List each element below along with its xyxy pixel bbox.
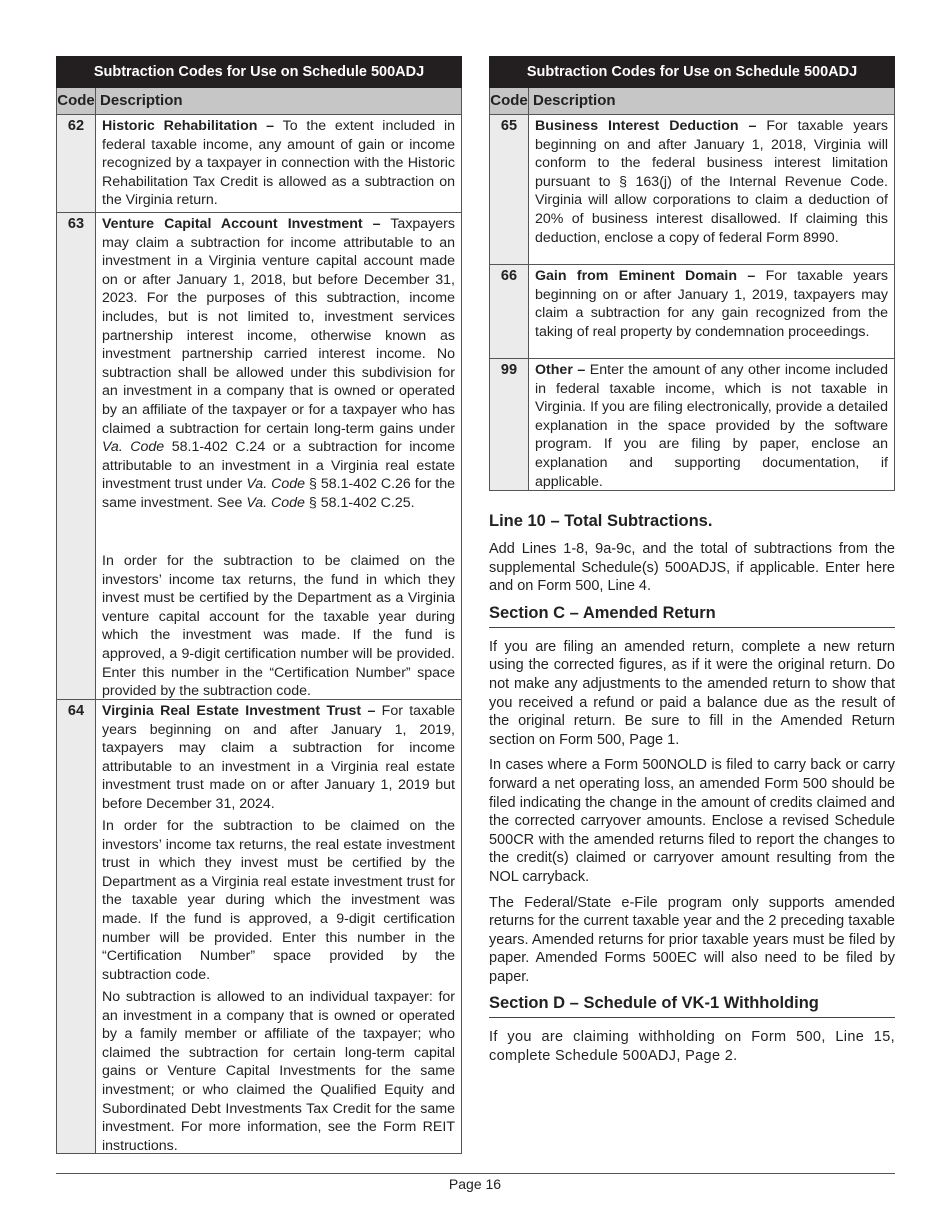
description-cell <box>96 213 462 700</box>
column-header-code: Code <box>57 88 96 115</box>
code-cell: 62 <box>57 115 96 213</box>
entry-heading: Virginia Real Estate Investment Trust – <box>102 703 376 719</box>
table-title: Subtraction Codes for Use on Schedule 500ADJ <box>57 57 462 88</box>
footer-divider <box>56 1173 895 1174</box>
section-c-amended-return <box>489 603 895 987</box>
column-header-description: Description <box>529 88 895 115</box>
code-cell: 99 <box>490 359 529 491</box>
table-row <box>490 115 895 265</box>
description-cell <box>529 359 895 491</box>
entry-text: § 58.1-402 C.25. <box>304 494 415 511</box>
entry-text: § 58.1-402 C.26 for the same investment. See <box>102 476 455 511</box>
table-title: Subtraction Codes for Use on Schedule 500ADJ <box>490 57 895 88</box>
entry-heading: Historic Rehabilitation – <box>102 118 275 134</box>
left-column <box>56 56 462 1154</box>
entry-text: Enter the amount of any other income included in federal taxable income, which is not taxable in Virginia. If you are filing electronically, provide a detailed explanation in the space provided by the software program. If you are filing by paper, enclose an explanation and supporting documentation, if applicable. <box>535 362 888 490</box>
subtraction-codes-table-left <box>56 56 462 1154</box>
code-cell: 63 <box>57 213 96 700</box>
column-header-code: Code <box>490 88 529 115</box>
entry-paragraph: No subtraction is allowed to an individual taxpayer: for an investment in a company that is owned or operated by a family member or affiliate of the taxpayer; who claimed the subtraction for certain long-term capital gains or Venture Capital Investments for the same investment; or who claimed the Qualified Equity and Subordinated Debt Investments Tax Credit for the same investment. For more information, see the Form REIT instructions. <box>102 989 455 1154</box>
section-heading: Section C – Amended Return <box>489 603 895 628</box>
subtraction-codes-table-right <box>489 56 895 491</box>
entry-heading: Other – <box>535 362 586 378</box>
citation: Va. Code <box>246 476 306 493</box>
line-10-section <box>489 511 895 596</box>
entry-text: Taxpayers may claim a subtraction for income attributable to an investment in a Virginia venture capital account made on or after January 1, 2018, but before December 31, 2023. For the purposes of this subtraction, income includes, but is not limited to, investment services partnership interest income, otherwise known as investment partnership carried interest income. No subtraction shall be allowed under this subdivision for an investment in a company that is owned or operated by an affiliate of the taxpayer or for a taxpayer who has claimed a subtraction for certain long-term gains under <box>102 216 455 437</box>
entry-heading: Gain from Eminent Domain – <box>535 268 756 284</box>
citation: Va. Code <box>246 494 305 511</box>
section-heading: Section D – Schedule of VK-1 Withholding <box>489 993 895 1018</box>
entry-heading: Venture Capital Account Investment – <box>102 216 381 232</box>
entry-paragraph: In order for the subtraction to be claimed on the investors’ income tax returns, the fund in which they invest must be certified by the Department as a Virginia venture capital account for the taxable year during which the investment was made. If the fund is approved, a 9-digit certification number will be provided. Enter this number in the “Certification Number” space provided by the subtraction code. <box>102 553 455 700</box>
code-cell: 65 <box>490 115 529 265</box>
section-paragraph: The Federal/State e-File program only supports amended returns for the current taxable year and the 2 preceding taxable years. Amended returns for prior taxable years must be filed by paper. Amended Forms 500EC will also need to be filed by paper. <box>489 894 895 985</box>
section-paragraph: Add Lines 1-8, 9a-9c, and the total of subtractions from the supplemental Schedule(s) 500ADJS, if applicable. Enter here and on Form 500, Line 4. <box>489 541 895 595</box>
column-header-description: Description <box>96 88 462 115</box>
description-cell <box>529 265 895 359</box>
description-cell <box>96 700 462 1154</box>
entry-text: To the extent included in federal taxable income, any amount of gain or income recognized by a taxpayer in connection with the Historic Rehabilitation Tax Credit is allowed as a subtraction on the Virginia return. <box>102 118 455 209</box>
table-row <box>57 115 462 213</box>
table-row <box>490 265 895 359</box>
description-cell <box>96 115 462 213</box>
page-number: Page 16 <box>448 1176 502 1192</box>
table-row <box>490 359 895 491</box>
section-paragraph: If you are filing an amended return, complete a new return using the corrected figures, as if it were the original return. Do not make any adjustments to the amended return to show that you received a refund or paid a balance due as the result of the original return. Be sure to fill in the Amended Return section on Form 500, Page 1. <box>489 638 895 748</box>
entry-text: 58.1-402 C.24 or a subtraction for income attributable to an investment in a Virginia real estate investment trust under <box>102 439 455 493</box>
section-paragraph: If you are claiming withholding on Form 500, Line 15, complete Schedule 500ADJ, Page 2. <box>489 1029 895 1065</box>
table-row <box>57 700 462 1154</box>
section-heading: Line 10 – Total Subtractions. <box>489 512 713 530</box>
entry-heading: Business Interest Deduction – <box>535 118 757 134</box>
right-column <box>489 56 895 1073</box>
section-d-vk1-withholding <box>489 993 895 1065</box>
entry-text: For taxable years beginning on or after January 1, 2019, taxpayers may claim a subtraction for any gain recognized from the taking of real property by condemnation proceedings. <box>535 268 888 340</box>
entry-text: For taxable years beginning on and after January 1, 2019, taxpayers may claim a subtraction for income attributable to an investment in a Virginia real estate investment trust made on or after January 1, 2019 but before December 31, 2024. <box>102 703 455 812</box>
code-cell: 66 <box>490 265 529 359</box>
section-paragraph: In cases where a Form 500NOLD is filed to carry back or carry forward a net operating loss, an amended Form 500 should be filed indicating the change in the amount of credits claimed and the corrected carryover amounts. Enclose a revised Schedule 500CR with the amended returns filed to report the changes to the credit(s) claimed or carryover amount resulting from the NOL carryback. <box>489 757 895 885</box>
description-cell <box>529 115 895 265</box>
code-cell: 64 <box>57 700 96 1154</box>
citation: Va. Code <box>102 439 165 456</box>
entry-text: For taxable years beginning on and after January 1, 2018, Virginia will conform to the federal business interest limitation pursuant to § 163(j) of the Internal Revenue Code. Virginia will allow corporations to claim a deduction of 20% of business interest disallowed. If claiming this deduction, enclose a copy of federal Form 8990. <box>535 118 888 246</box>
table-row <box>57 213 462 700</box>
entry-paragraph: In order for the subtraction to be claimed on the investors’ income tax returns, the real estate investment trust in which they invest must be certified by the Department as a Virginia real estate investment trust for the taxable year during which the investment was made. If the fund is approved, a 9-digit certification number will be provided. Enter this number in the “Certification Number” space provided by the subtraction code. <box>102 818 455 983</box>
